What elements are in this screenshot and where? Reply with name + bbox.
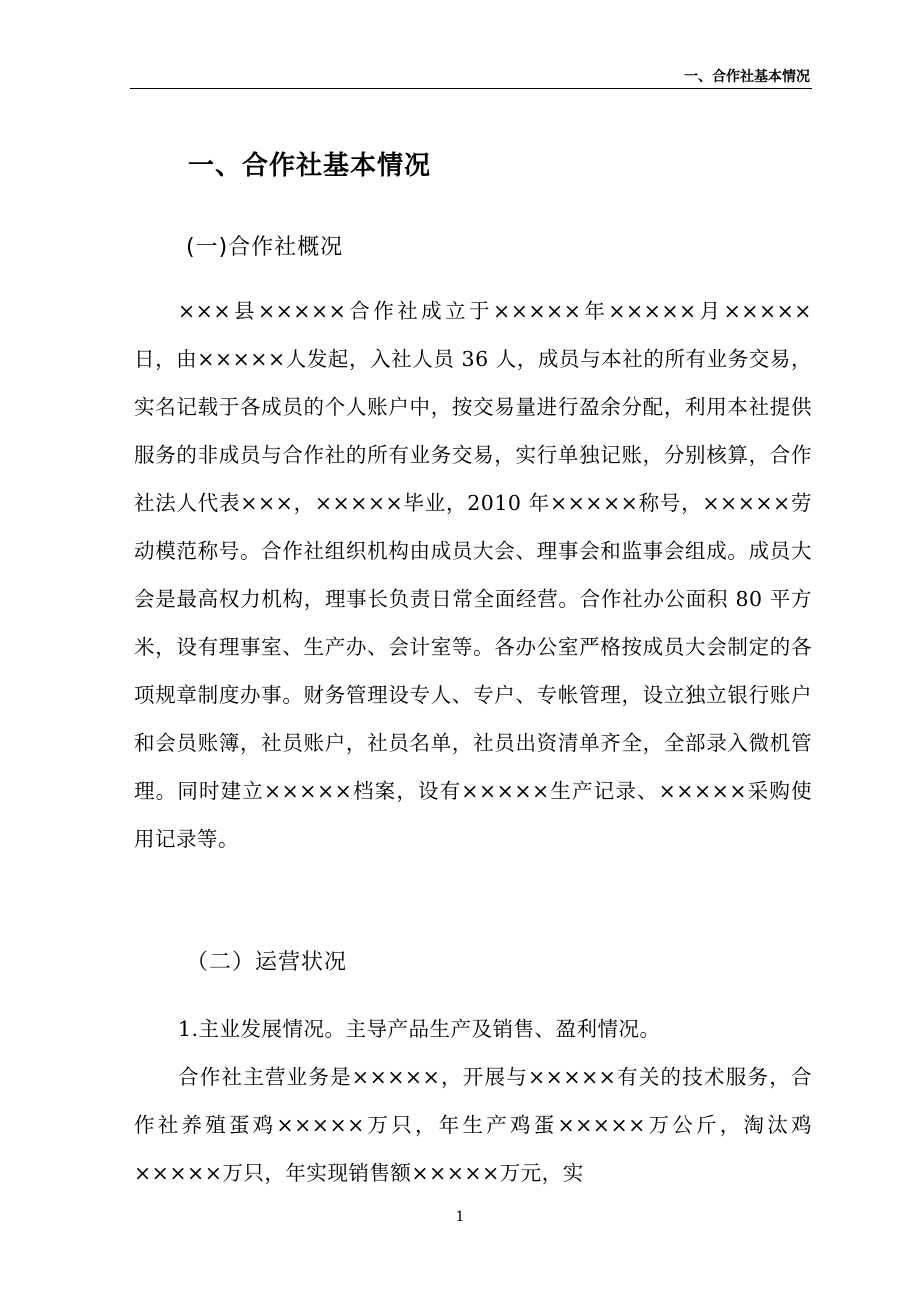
running-header-title: 一、合作社基本情况 [684, 69, 810, 85]
operations-paragraph: 合作社主营业务是×××××，开展与×××××有关的技术服务，合作社养殖蛋鸡×××××万只，年生产鸡蛋×××××万公斤，淘汰鸡×××××万只，年实现销售额×××××万元，实 [134, 1065, 812, 1185]
section-heading-operations: （二）运营状况 [186, 950, 348, 975]
main-business-item: 1.主业发展情况。主导产品生产及销售、盈利情况。 [178, 1017, 661, 1041]
page-number: 1 [455, 1209, 465, 1225]
document-title: 一、合作社基本情况 [188, 151, 432, 181]
overview-paragraph: ×××县×××××合作社成立于×××××年×××××月×××××日，由×××××人发起，入社人员 36 人，成员与本社的所有业务交易，实名记载于各成员的个人账户中，按交易量进行盈余分配，利用本社提供服务的非成员与合作社的所有业务交易，实行单独记账，分别核算，合作社法人代表×××，×××××毕业，2010 年×××××称号，×××××劳动模范称号。合作社组织机构由成员大会、理事会和监事会组成。成员大会是最高权力机构，理事长负责日常全面经营。合作社办公面积 80 平方米，设有理事室、生产办、会计室等。各办公室严格按成员大会制定的各项规章制度办事。财务管理设专人、专户、专帐管理，设立独立银行账户和会员账簿，社员账户，社员名单，社员出资清单齐全，全部录入微机管理。同时建立×××××档案，设有×××××生产记录、×××××采购使用记录等。 [134, 299, 812, 851]
running-header [130, 64, 812, 89]
section-heading-overview: (一)合作社概况 [186, 235, 344, 260]
